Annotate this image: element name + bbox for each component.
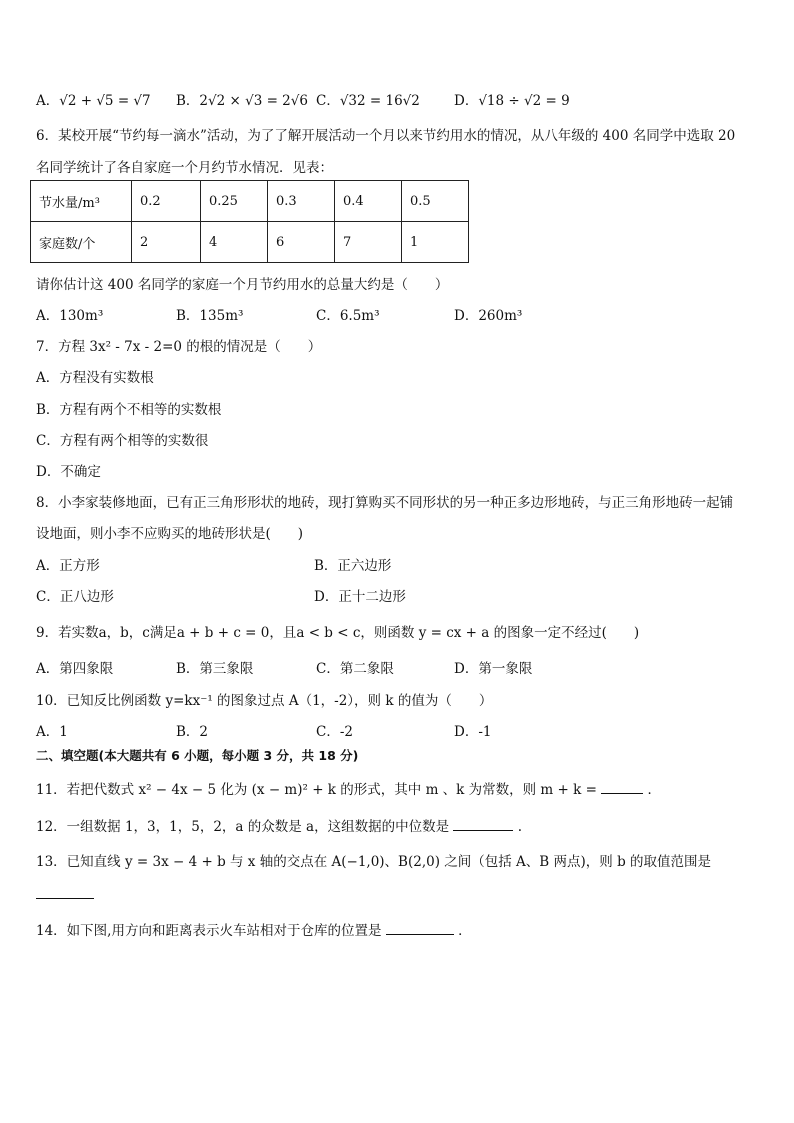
q10-option-d: D．-1 xyxy=(454,724,492,740)
q6-question: 请你估计这 400 名同学的家庭一个月节约用水的总量大约是（ ） xyxy=(36,277,449,293)
q13-stem: 13．已知直线 y = 3x − 4 + b 与 x 轴的交点在 A(−1,0)、B(2,0) 之间（包括 A、B 两点)，则 b 的取值范围是 xyxy=(36,854,712,870)
q6-option-a: A．130m³ xyxy=(36,308,104,324)
table-cell: 7 xyxy=(335,222,402,263)
q12-text: 12．一组数据 1，3，1，5，2，a 的众数是 a，这组数据的中位数是 xyxy=(36,819,450,835)
table-cell: 2 xyxy=(132,222,201,263)
q7-option-d: D．不确定 xyxy=(36,464,101,480)
q6-stem-line1: 6．某校开展“节约每一滴水”活动，为了了解开展活动一个月以来节约用水的情况，从八年级的 400 名同学中选取 20 xyxy=(36,128,736,144)
table-cell: 节水量/m³ xyxy=(31,181,132,222)
table-cell: 4 xyxy=(201,222,268,263)
table-cell: 0.3 xyxy=(268,181,335,222)
q10-option-a: A．1 xyxy=(36,724,68,740)
q14-text: 14．如下图,用方向和距离表示火车站相对于仓库的位置是 xyxy=(36,923,382,939)
q6-option-c: C．6.5m³ xyxy=(316,308,380,324)
q14-end: ． xyxy=(458,923,472,939)
table-cell: 0.25 xyxy=(201,181,268,222)
q8-option-d: D．正十二边形 xyxy=(314,589,406,605)
q7-stem: 7．方程 3x² - 7x - 2=0 的根的情况是（ ） xyxy=(36,339,322,355)
q8-option-c: C．正八边形 xyxy=(36,589,114,605)
answer-blank[interactable] xyxy=(601,779,643,794)
table-row xyxy=(31,222,469,263)
water-saving-table xyxy=(30,180,469,263)
answer-blank[interactable] xyxy=(386,920,454,935)
q9-option-b: B．第三象限 xyxy=(176,661,254,677)
q9-option-a: A．第四象限 xyxy=(36,661,114,677)
q8-option-b: B．正六边形 xyxy=(314,558,392,574)
q11-text: 11．若把代数式 x² − 4x − 5 化为 (x − m)² + k 的形式，其中 m 、k 为常数，则 m + k = xyxy=(36,782,597,798)
q6-option-b: B．135m³ xyxy=(176,308,244,324)
table-cell: 0.5 xyxy=(402,181,469,222)
table-cell: 6 xyxy=(268,222,335,263)
q5-option-d: D．√18 ÷ √2 = 9 xyxy=(454,93,570,109)
q12 xyxy=(36,815,522,835)
section-heading: 二、填空题(本大题共有 6 小题，每小题 3 分，共 18 分) xyxy=(36,748,359,763)
q9-option-d: D．第一象限 xyxy=(454,661,533,677)
answer-blank[interactable] xyxy=(36,884,94,899)
q11 xyxy=(36,778,661,798)
q9-option-c: C．第二象限 xyxy=(316,661,394,677)
table-cell: 0.4 xyxy=(335,181,402,222)
q7-option-b: B．方程有两个不相等的实数根 xyxy=(36,402,222,418)
q6-stem-line2: 名同学统计了各自家庭一个月约节水情况．见表： xyxy=(36,160,333,176)
table-cell: 家庭数/个 xyxy=(31,222,132,263)
q7-option-c: C．方程有两个相等的实数很 xyxy=(36,433,209,449)
q9-stem: 9．若实数a，b，c满足a + b + c = 0，且a < b < c，则函数 y = cx + a 的图象一定不经过( ) xyxy=(36,625,640,641)
table-row xyxy=(31,181,469,222)
q11-end: ． xyxy=(647,782,661,798)
q14 xyxy=(36,919,472,939)
q7-option-a: A．方程没有实数根 xyxy=(36,370,154,386)
q5-option-c: C．√32 = 16√2 xyxy=(316,93,420,109)
q12-end: . xyxy=(517,819,522,835)
q13-answer xyxy=(36,884,94,903)
table-cell: 1 xyxy=(402,222,469,263)
table-cell: 0.2 xyxy=(132,181,201,222)
answer-blank[interactable] xyxy=(453,816,513,831)
q5-option-a: A．√2 + √5 = √7 xyxy=(36,93,151,109)
q10-stem: 10．已知反比例函数 y=kx⁻¹ 的图象过点 A（1，-2），则 k 的值为（ ） xyxy=(36,693,493,709)
q10-option-c: C．-2 xyxy=(316,724,353,740)
q8-stem-line1: 8．小李家装修地面，已有正三角形形状的地砖，现打算购买不同形状的另一种正多边形地砖，与正三角形地砖一起铺 xyxy=(36,495,734,511)
q6-option-d: D．260m³ xyxy=(454,308,523,324)
q5-option-b: B．2√2 × √3 = 2√6 xyxy=(176,93,308,109)
q8-option-a: A．正方形 xyxy=(36,558,100,574)
q10-option-b: B．2 xyxy=(176,724,209,740)
q8-stem-line2: 设地面，则小李不应购买的地砖形状是( ) xyxy=(36,526,304,542)
